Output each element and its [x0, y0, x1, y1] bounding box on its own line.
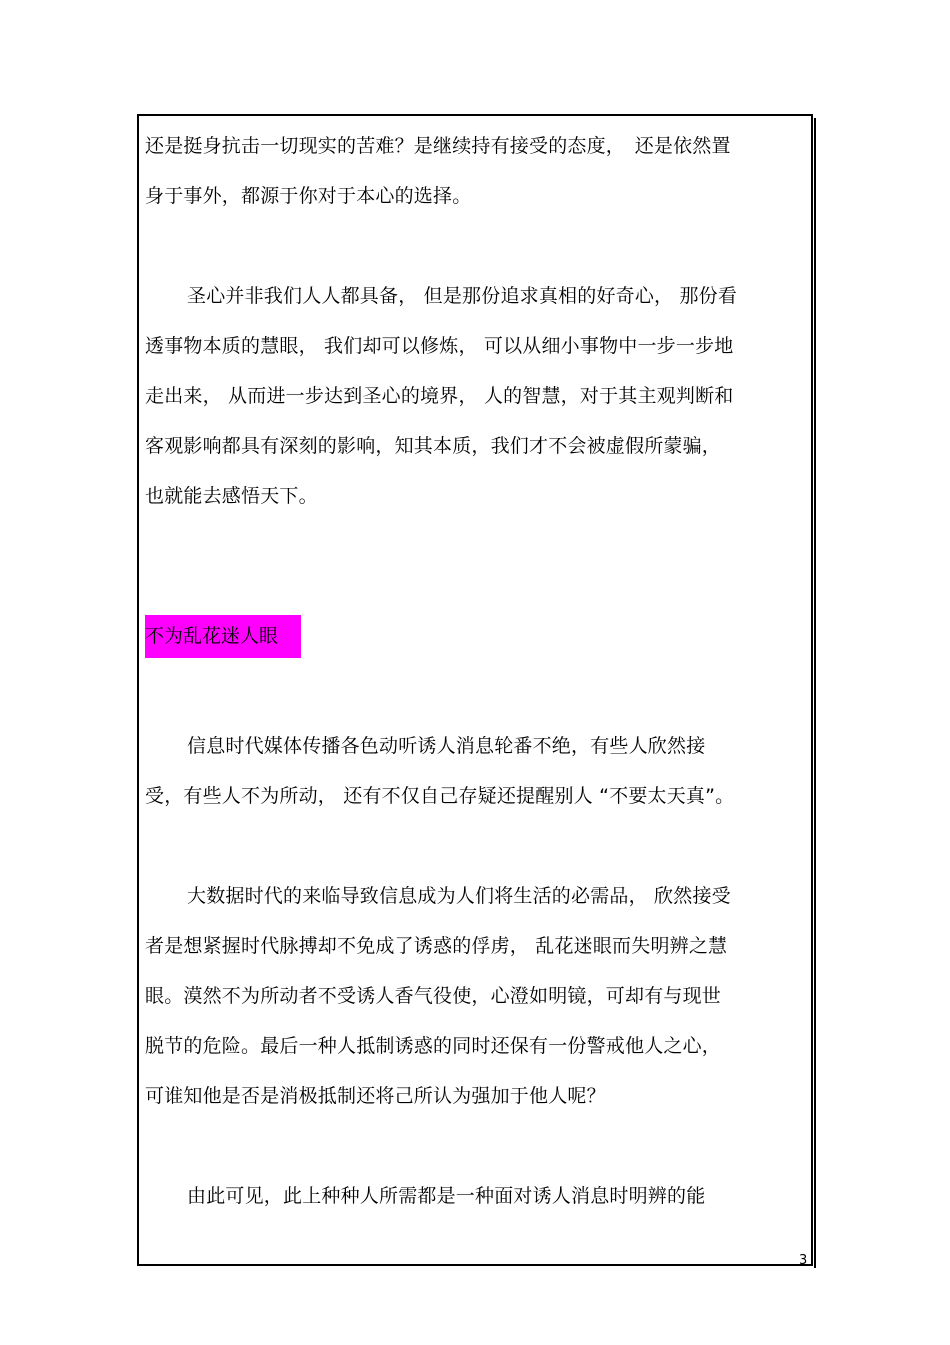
text-line: 眼。漠然不为所动者不受诱人香气役使，心澄如明镜，可却有与现世: [145, 985, 722, 1007]
page-number: 3: [799, 1253, 808, 1268]
text-line: 大数据时代的来临导致信息成为人们将生活的必需品， 欣然接受: [187, 885, 731, 907]
text-line: 者是想紧握时代脉搏却不免成了诱惑的俘虏， 乱花迷眼而失明辨之慧: [145, 935, 728, 957]
text-line: 透事物本质的慧眼， 我们却可以修炼， 可以从细小事物中一步一步地: [145, 335, 734, 357]
text-line: 信息时代媒体传播各色动听诱人消息轮番不绝，有些人欣然接: [187, 735, 706, 757]
text-line: 身于事外，都源于你对于本心的选择。: [145, 185, 472, 207]
text-line: 客观影响都具有深刻的影响，知其本质，我们才不会被虚假所蒙骗，: [145, 435, 722, 457]
text-line: 可谁知他是否是消极抵制还将己所认为强加于他人呢？: [145, 1085, 606, 1107]
text-line: 受，有些人不为所动， 还有不仅自己存疑还提醒别人 “不要太天真”。: [145, 785, 735, 807]
text-line: 由此可见，此上种种人所需都是一种面对诱人消息时明辨的能: [187, 1185, 706, 1207]
text-line: 圣心并非我们人人都具备， 但是那份追求真相的好奇心， 那份看: [187, 285, 738, 307]
text-line: 脱节的危险。最后一种人抵制诱惑的同时还保有一份警戒他人之心，: [145, 1035, 722, 1057]
text-line: 还是挺身抗击一切现实的苦难？是继续持有接受的态度， 还是依然置: [145, 135, 731, 157]
text-line: 也就能去感悟天下。: [145, 485, 318, 507]
section-heading: 不为乱花迷人眼: [145, 615, 301, 658]
text-line: 走出来， 从而进一步达到圣心的境界， 人的智慧，对于其主观判断和: [145, 385, 734, 407]
